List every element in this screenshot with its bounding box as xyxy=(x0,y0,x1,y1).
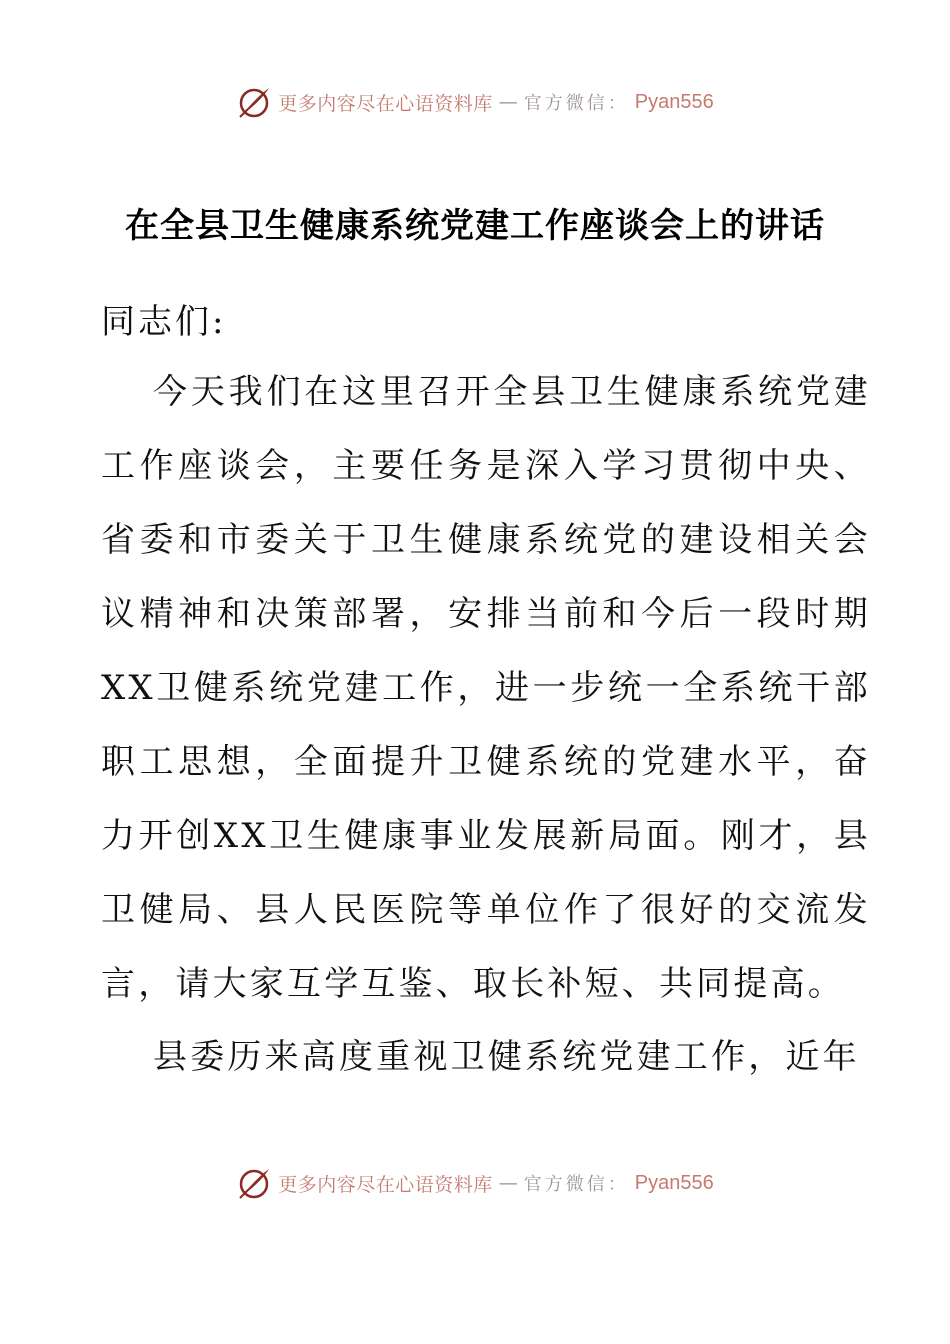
body-paragraph: 今天我们在这里召开全县卫生健康系统党建工作座谈会，主要任务是深入学习贯彻中央、省委和市委关于卫生健康系统党的建设相关会议精神和决策部署，安排当前和今后一段时期XX卫健系统党建工作，进一步统一全系统干部职工思想，全面提升卫健系统的党建水平，奋力开创XX卫生健康事业发展新局面。刚才，县卫健局、县人民医院等单位作了很好的交流发言，请大家互学互鉴、取长补短、共同提高。 xyxy=(101,372,871,1004)
document-title: 在全县卫生健康系统党建工作座谈会上的讲话 xyxy=(125,206,825,246)
separator-dash: — xyxy=(498,91,518,113)
salutation: 同志们: xyxy=(101,302,227,342)
wechat-id: Pyan556 xyxy=(634,1171,714,1194)
site-name-text: 更多内容尽在心语资料库 xyxy=(278,1173,493,1196)
footer-watermark-banner xyxy=(0,1163,950,1203)
body-paragraph: 县委历来高度重视卫健系统党建工作，近年 xyxy=(153,1037,860,1077)
quill-logo-icon xyxy=(236,84,272,120)
wechat-label: 官方微信： xyxy=(523,1174,629,1195)
quill-logo-icon xyxy=(236,1165,272,1201)
separator-dash: — xyxy=(498,1172,518,1194)
header-watermark-banner xyxy=(0,82,950,122)
wechat-id: Pyan556 xyxy=(634,90,714,113)
site-name-text: 更多内容尽在心语资料库 xyxy=(278,92,493,115)
wechat-label: 官方微信： xyxy=(523,93,629,114)
